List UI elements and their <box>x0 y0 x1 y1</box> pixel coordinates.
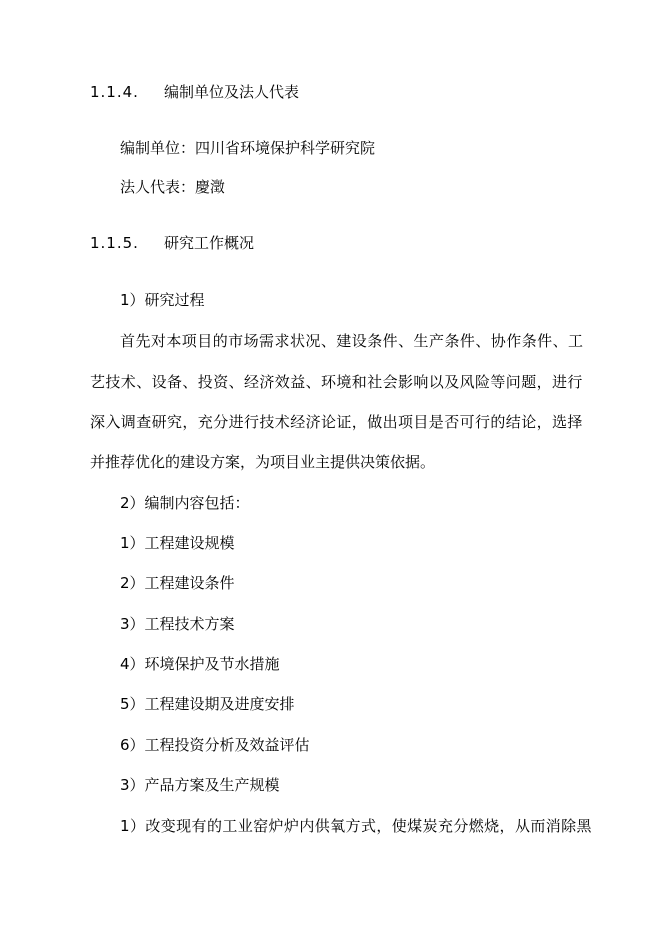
list-item: 1）工程建设规模 <box>120 534 235 552</box>
compiling-unit-line: 编制单位：四川省环境保护科学研究院 <box>120 139 376 157</box>
paragraph-line-2: 艺技术、设备、投资、经济效益、环境和社会影响以及风险等问题，进行 <box>90 373 583 391</box>
subheading-compilation-content: 2）编制内容包括： <box>120 494 250 512</box>
list-item: 3）工程技术方案 <box>120 615 235 633</box>
section-number: 1.1.5. <box>90 234 139 252</box>
section-heading-1-1-4 <box>90 82 299 102</box>
list-item: 4）环境保护及节水措施 <box>120 655 280 673</box>
section-title: 编制单位及法人代表 <box>164 83 300 101</box>
section-title: 研究工作概况 <box>164 234 255 252</box>
section-heading-1-1-5 <box>90 233 254 253</box>
list-item: 5）工程建设期及进度安排 <box>120 695 295 713</box>
subheading-research-process: 1）研究过程 <box>120 291 205 309</box>
list-item: 6）工程投资分析及效益评估 <box>120 736 310 754</box>
paragraph-line-1: 首先对本项目的市场需求状况、建设条件、生产条件、协作条件、工 <box>120 332 584 350</box>
subheading-product-plan: 3）产品方案及生产规模 <box>120 776 280 794</box>
section-number: 1.1.4. <box>90 83 139 101</box>
legal-representative-line: 法人代表：慶澂 <box>120 178 226 196</box>
paragraph-line-4: 并推荐优化的建设方案，为项目业主提供决策依据。 <box>90 453 436 471</box>
paragraph-line-3: 深入调查研究，充分进行技术经济论证，做出项目是否可行的结论，选择 <box>90 413 583 431</box>
list-item: 2）工程建设条件 <box>120 574 235 592</box>
paragraph-last-line: 1）改变现有的工业窑炉炉内供氧方式，使煤炭充分燃烧，从而消除黑 <box>120 817 592 835</box>
